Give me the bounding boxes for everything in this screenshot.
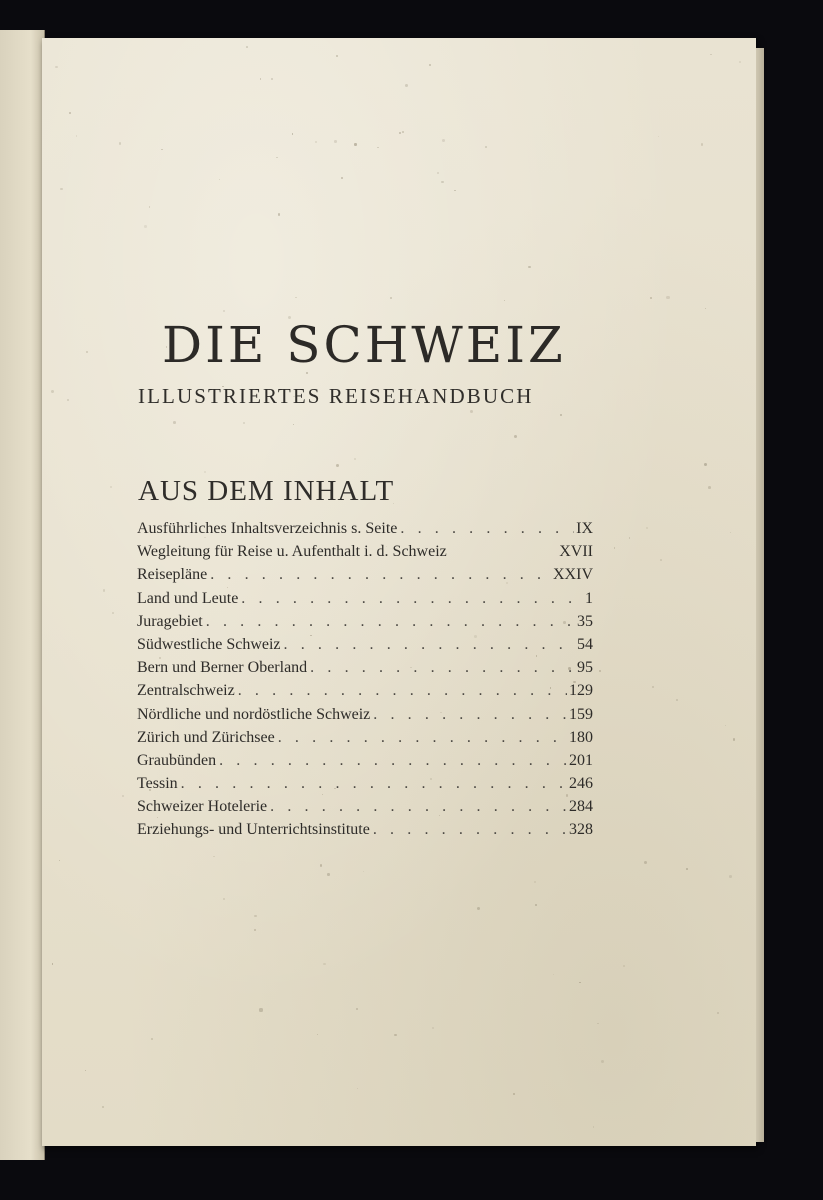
page-subtitle: ILLUSTRIERTES REISEHANDBUCH <box>138 384 534 408</box>
paper-speck <box>110 486 112 488</box>
toc-entry-page: 54 <box>577 635 593 653</box>
paper-speck <box>254 929 256 931</box>
paper-speck <box>102 1106 104 1108</box>
paper-speck <box>394 1034 396 1036</box>
paper-speck <box>323 963 325 965</box>
toc-entry-page: 180 <box>569 728 593 746</box>
toc-entry-title: Zentralschweiz <box>137 682 235 700</box>
toc-entry-page: 35 <box>577 612 593 630</box>
paper-speck <box>660 559 662 561</box>
paper-speck <box>103 589 105 591</box>
paper-speck <box>223 310 225 312</box>
paper-speck <box>560 414 562 416</box>
paper-speck <box>122 795 124 797</box>
toc-entry <box>137 798 593 821</box>
toc-entry <box>137 636 593 659</box>
paper-speck <box>354 458 356 460</box>
paper-speck <box>729 875 732 878</box>
paper-speck <box>686 868 688 870</box>
toc-entry <box>137 682 593 705</box>
paper-speck <box>85 1070 86 1071</box>
paper-speck <box>717 1012 719 1014</box>
paper-speck <box>315 141 317 143</box>
toc-entry-title: Bern und Berner Oberland <box>137 659 308 677</box>
toc-entry-title: Land und Leute <box>137 589 239 607</box>
page-block-edge <box>756 48 764 1142</box>
dot-leader <box>307 659 575 677</box>
dot-leader <box>207 566 551 584</box>
toc-entry-title: Tessin <box>137 775 178 793</box>
paper-speck <box>356 1008 358 1010</box>
paper-speck <box>597 1023 598 1024</box>
paper-speck <box>292 133 294 135</box>
toc-entry <box>137 775 593 798</box>
toc-entry <box>137 729 593 752</box>
previous-page-edge <box>0 30 45 1160</box>
dot-leader <box>238 590 583 608</box>
dot-leader <box>370 706 567 724</box>
paper-speck <box>535 904 537 906</box>
toc-entry-page: XVII <box>559 543 593 561</box>
paper-speck <box>254 915 256 917</box>
paper-speck <box>317 1034 319 1036</box>
toc-entry <box>137 706 593 729</box>
paper-speck <box>320 864 322 866</box>
paper-speck <box>704 463 707 466</box>
toc-entry <box>137 566 593 589</box>
paper-speck <box>593 1126 594 1127</box>
book-page <box>42 38 756 1146</box>
paper-speck <box>485 146 487 148</box>
paper-speck <box>161 149 162 150</box>
paper-speck <box>399 132 401 134</box>
paper-speck <box>377 147 379 149</box>
paper-speck <box>652 686 654 688</box>
paper-speck <box>646 527 648 529</box>
paper-speck <box>437 172 439 174</box>
paper-speck <box>701 143 703 145</box>
page-title: DIE SCHWEIZ <box>162 316 566 374</box>
toc-entry-title: Schweizer Hotelerie <box>137 798 268 816</box>
toc-entry-page: XXIV <box>553 566 593 584</box>
paper-speck <box>336 464 339 467</box>
paper-speck <box>336 55 338 57</box>
paper-speck <box>454 190 456 192</box>
paper-speck <box>69 112 71 114</box>
paper-speck <box>354 143 356 145</box>
dot-leader <box>370 821 567 839</box>
paper-speck <box>223 898 225 900</box>
paper-speck <box>629 537 631 539</box>
paper-speck <box>173 421 176 424</box>
toc-entry-title: Graubünden <box>137 751 217 769</box>
paper-speck <box>149 206 150 207</box>
toc-entry-page: 246 <box>569 775 593 793</box>
paper-speck <box>334 140 337 143</box>
paper-speck <box>708 486 711 489</box>
paper-speck <box>676 699 678 701</box>
paper-speck <box>429 64 431 66</box>
paper-speck <box>730 532 731 533</box>
paper-speck <box>363 871 364 872</box>
toc-entry-page: 95 <box>577 659 593 677</box>
paper-speck <box>658 136 659 137</box>
paper-speck <box>144 225 147 228</box>
paper-speck <box>52 963 53 964</box>
paper-speck <box>504 300 505 301</box>
toc-entry <box>137 590 593 613</box>
toc-entry-page: 328 <box>569 821 593 839</box>
paper-speck <box>405 84 408 87</box>
paper-speck <box>295 297 296 298</box>
toc-entry-page: IX <box>576 520 593 537</box>
paper-speck <box>357 1088 358 1089</box>
paper-speck <box>67 399 69 401</box>
toc-entry-title: Wegleitung für Reise u. Aufenthalt i. d. Schweiz <box>137 543 447 561</box>
dot-leader <box>397 520 574 538</box>
paper-speck <box>51 390 54 393</box>
paper-speck <box>534 881 536 883</box>
table-of-contents <box>137 520 593 845</box>
paper-speck <box>432 1027 434 1029</box>
paper-speck <box>204 471 206 473</box>
paper-speck <box>76 135 77 136</box>
dot-leader <box>281 636 575 654</box>
contents-heading: AUS DEM INHALT <box>138 475 395 507</box>
paper-speck <box>666 296 669 299</box>
paper-speck <box>119 142 121 144</box>
paper-speck <box>213 856 215 858</box>
paper-speck <box>513 1093 515 1095</box>
paper-speck <box>276 157 277 158</box>
dot-leader <box>267 798 567 816</box>
paper-speck <box>514 435 517 438</box>
paper-speck <box>644 861 647 864</box>
paper-speck <box>402 131 404 133</box>
paper-speck <box>55 66 57 68</box>
toc-entry-page: 1 <box>585 589 593 607</box>
paper-speck <box>599 670 600 671</box>
toc-entry <box>137 821 593 844</box>
paper-speck <box>390 297 393 300</box>
paper-speck <box>553 974 554 975</box>
toc-entry-page: 129 <box>569 682 593 700</box>
toc-entry <box>137 543 593 566</box>
paper-speck <box>579 982 581 984</box>
paper-speck <box>259 1008 262 1011</box>
paper-speck <box>86 351 88 353</box>
paper-speck <box>293 424 294 425</box>
toc-entry-title: Reisepläne <box>137 566 208 584</box>
paper-speck <box>219 179 220 180</box>
toc-entry-title: Erziehungs- und Unterrichtsinstitute <box>137 821 370 839</box>
paper-speck <box>278 213 280 215</box>
dot-leader <box>235 682 567 700</box>
paper-speck <box>442 139 445 142</box>
paper-speck <box>59 860 60 861</box>
paper-speck <box>341 177 343 179</box>
dot-leader <box>178 775 567 793</box>
paper-speck <box>705 308 707 310</box>
paper-speck <box>650 297 652 299</box>
paper-speck <box>260 78 261 79</box>
paper-speck <box>614 547 616 549</box>
toc-entry-page: 201 <box>569 751 593 769</box>
toc-entry-title: Südwestliche Schweiz <box>137 635 281 653</box>
paper-speck <box>60 188 63 191</box>
paper-speck <box>151 1038 153 1040</box>
toc-entry-title: Nördliche und nordöstliche Schweiz <box>137 705 371 723</box>
toc-entry <box>137 752 593 775</box>
paper-speck <box>441 181 443 183</box>
paper-speck <box>243 422 245 424</box>
paper-speck <box>327 873 329 875</box>
toc-entry-page: 284 <box>569 798 593 816</box>
toc-entry-page: 159 <box>569 705 593 723</box>
toc-entry <box>137 659 593 682</box>
toc-entry-title: Juragebiet <box>137 612 203 630</box>
toc-entry <box>137 520 593 543</box>
paper-speck <box>112 612 114 614</box>
paper-speck <box>710 54 712 56</box>
paper-speck <box>246 46 248 48</box>
toc-entry <box>137 613 593 636</box>
dot-leader <box>275 729 567 747</box>
toc-entry-title: Ausführliches Inhaltsverzeichnis s. Seite <box>137 520 398 537</box>
paper-speck <box>725 725 726 726</box>
dot-leader <box>216 752 567 770</box>
paper-speck <box>528 266 531 269</box>
paper-speck <box>470 410 473 413</box>
paper-speck <box>733 738 735 740</box>
toc-entry-title: Zürich und Zürichsee <box>137 728 275 746</box>
dot-leader <box>203 613 575 631</box>
paper-speck <box>477 907 480 910</box>
paper-speck <box>601 1060 604 1063</box>
paper-speck <box>271 78 274 81</box>
paper-speck <box>739 61 741 63</box>
paper-speck <box>623 965 625 967</box>
